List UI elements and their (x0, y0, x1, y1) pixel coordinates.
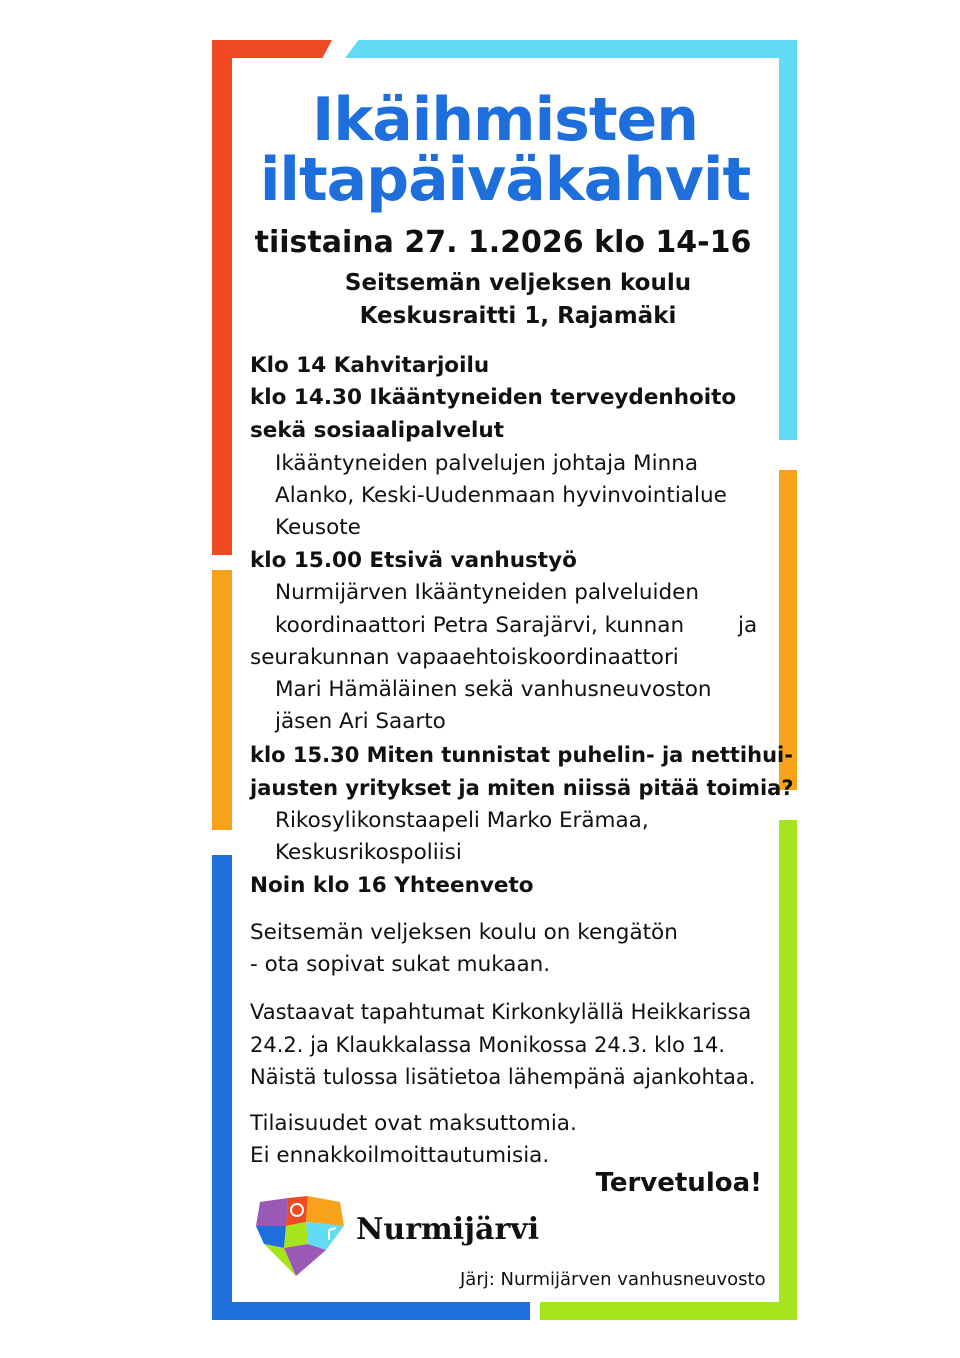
note-line: Seitsemän veljeksen koulu on kengätön (250, 920, 678, 945)
program-line: Alanko, Keski-Uudenmaan hyvinvointialue (275, 483, 727, 508)
program-line: Rikosylikonstaapeli Marko Erämaa, (275, 808, 649, 833)
program-line: jäsen Ari Saarto (275, 709, 446, 734)
event-date: tiistaina 27. 1.2026 klo 14-16 (254, 225, 752, 260)
heart-logo-icon (250, 1192, 350, 1278)
note-line: Tilaisuudet ovat maksuttomia. (250, 1111, 577, 1136)
program-line: Klo 14 Kahvitarjoilu (250, 353, 490, 378)
program-line: Keusote (275, 515, 361, 540)
program-line: seurakunnan vapaaehtoiskoordinaattori (250, 645, 679, 670)
program-line: sekä sosiaalipalvelut (250, 418, 504, 443)
program-line: Mari Hämäläinen sekä vanhusneuvoston (275, 677, 712, 702)
program-line: jausten yritykset ja miten niissä pitää toimia? (250, 776, 794, 800)
title-line-2: iltapäiväkahvit (259, 145, 751, 215)
note-line: 24.2. ja Klaukkalassa Monikossa 24.3. klo 14. (250, 1033, 726, 1057)
welcome-text: Tervetuloa! (595, 1168, 762, 1198)
note-line: Näistä tulossa lisätietoa lähempänä ajankohtaa. (250, 1065, 756, 1089)
note-line: Ei ennakkoilmoittautumisia. (250, 1143, 550, 1168)
title-line-1: Ikäihmisten (312, 85, 698, 155)
logo-name: Nurmijärvi (356, 1212, 540, 1247)
note-line: - ota sopivat sukat mukaan. (250, 952, 551, 977)
frame-orange-left (212, 570, 232, 830)
frame-green-right (779, 820, 797, 1320)
program-line: klo 15.30 Miten tunnistat puhelin- ja nettihui- (250, 743, 793, 767)
organizer-text: Järj: Nurmijärven vanhusneuvosto (460, 1269, 766, 1290)
frame-green-bottom (540, 1302, 797, 1320)
program-line: klo 15.00 Etsivä vanhustyö (250, 548, 577, 573)
program-line: Nurmijärven Ikääntyneiden palveluiden (275, 580, 700, 605)
program-line: ja (738, 613, 758, 638)
program-line: Noin klo 16 Yhteenveto (250, 873, 534, 898)
frame-blue-bottom (212, 1302, 530, 1320)
frame-cyan-top (345, 40, 797, 58)
venue-name: Seitsemän veljeksen koulu (344, 270, 692, 296)
program-line: koordinaattori Petra Sarajärvi, kunnan (275, 613, 685, 638)
frame-blue-left (212, 855, 232, 1320)
note-line: Vastaavat tapahtumat Kirkonkylällä Heikkarissa (250, 1000, 752, 1024)
program-line: Keskusrikospoliisi (275, 840, 462, 865)
program-line: klo 14.30 Ikääntyneiden terveydenhoito (250, 385, 737, 410)
program-line: Ikääntyneiden palvelujen johtaja Minna (275, 451, 699, 476)
venue-address: Keskusraitti 1, Rajamäki (359, 303, 677, 329)
